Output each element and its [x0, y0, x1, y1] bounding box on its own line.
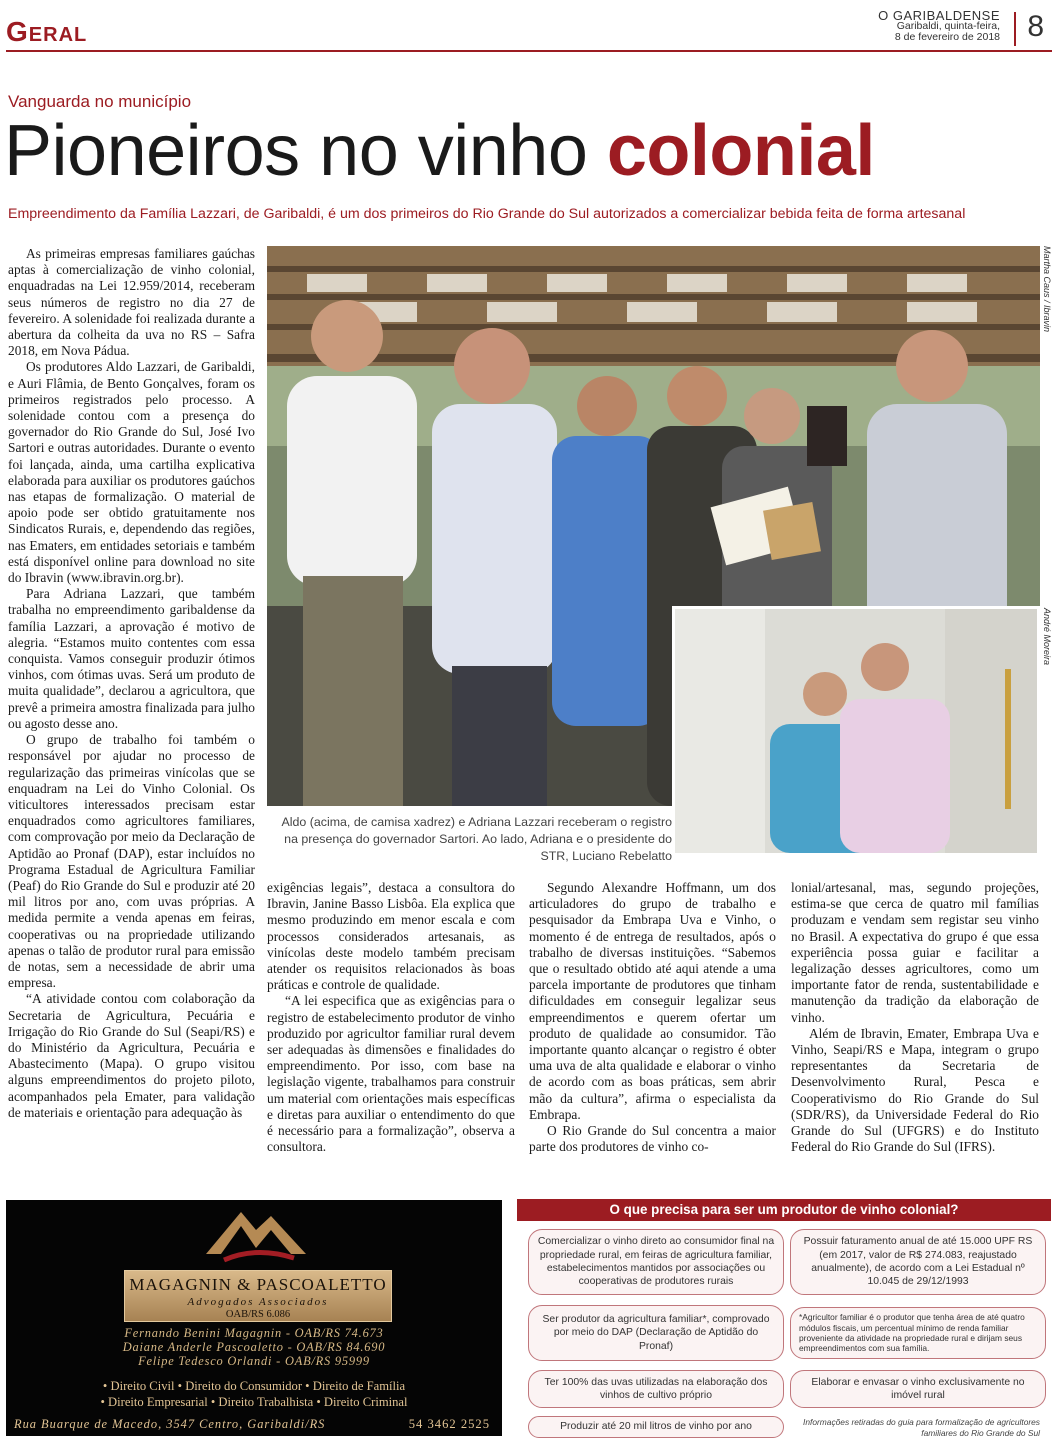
newspaper-name: O GARIBALDENSE	[878, 8, 1000, 23]
photo-credit-main: Martha Caus / Ibravin	[1042, 246, 1052, 333]
requirement-pill: Comercializar o vinho direto ao consumidor final na propriedade rural, em feiras de agricultura familiar, estabelecimentos mantidos por associações ou cooperativas de produtores rurais	[528, 1229, 784, 1295]
requirement-pill: Elaborar e envasar o vinho exclusivamente no imóvel rural	[790, 1370, 1046, 1408]
paragraph: O grupo de trabalho foi também o responsável por ajudar no processo de regularização das primeiras vinícolas que se enquadram na Lei do Vinho Colonial. Os viticultores interessados precisam estar enquadrados como agricultores familiares, com comprovação por meio da Declaração de Aptidão ao Pronaf (DAP), estar incluídos no Programa Estadual de Agricultura Familiar (Peaf) do Rio Grande do Sul e produzir até 20 mil litros por ano, com uvas próprias. A medida permite a venda apenas em feiras, cooperativas ou na propriedade utilizando apenas o talão de produtor rural para emissão de notas, sem a necessidade de abrir uma empresa.	[8, 732, 255, 991]
paragraph: O Rio Grande do Sul concentra a maior parte dos produtores de vinho co-	[529, 1123, 776, 1155]
paragraph: exigências legais”, destaca a consultora do Ibravin, Janine Basso Lisbôa. Ela explica que mesmo produzindo em menor escala e com processos considerados artesanais, as vinícolas deste modelo também precisam atender os requisitos relacionados às boas práticas e controle de qualidade.	[267, 880, 515, 993]
infobox-footnote: Informações retiradas do guia para formalização de agricultores familiares do Rio Grande do Sul	[803, 1417, 1040, 1438]
inset-photo	[672, 606, 1040, 856]
paragraph: Os produtores Aldo Lazzari, de Garibaldi, e Auri Flâmia, de Bento Gonçalves, foram os primeiros registrados pelo processo. A solenidade contou com a presença do governador do Rio Grande do Sul, José Ivo Sartori e outras autoridades. Durante o evento foi lançada, ainda, uma cartilha explicativa elaborada para auxiliar os produtores gaúchos nas etapas de formalização. O material de apoio pode ser obtido gratuitamente nos Sindicatos Rurais, e, dependendo das regiões, nas Ematers, em entidades setoriais e também está disponível online para download no site do Ibravin (www.ibravin.org.br).	[8, 359, 255, 586]
headline-main: Pioneiros no vinho	[4, 111, 607, 191]
photo-credit-inset: André Moreira	[1042, 608, 1052, 666]
law-firm-advertisement	[6, 1200, 502, 1436]
article-column-1	[8, 246, 255, 1121]
page-number: 8	[1027, 10, 1044, 43]
mountain-logo-icon	[196, 1202, 316, 1268]
paragraph: Segundo Alexandre Hoffmann, um dos articuladores do grupo de trabalho e pesquisador da Embrapa Uva e Vinho, o momento é de entrega de resultados, após o trabalho de diversas instituições. “Sabemos que o resultado obtido até aqui atende a uma parcela importante de produtores que tinham dificuldades em conseguir legalizar seus empreendimentos e querem ofertar um produto de qualidade ao consumidor. Tão importante quanto alcançar o registro é obter uma uva de alta qualidade e elaborar o vinho de acordo com as boas práticas, sem abrir mão da cultura”, afirma o especialista da Embrapa.	[529, 880, 776, 1122]
ad-lawyer-name: Daiane Anderle Pascoaletto - OAB/RS 84.690	[122, 1340, 386, 1354]
article-subhead: Empreendimento da Família Lazzari, de Garibaldi, é um dos primeiros do Rio Grande do Sul autorizados a comercializar bebida feita de forma artesanal	[8, 206, 966, 222]
photo-caption: Aldo (acima, de camisa xadrez) e Adriana Lazzari receberam o registro na presença do governador Sartori. Ao lado, Adriana e o presidente do STR, Luciano Rebelatto	[281, 815, 672, 864]
ad-lawyer-name: Fernando Benini Magagnin - OAB/RS 74.673	[124, 1326, 384, 1340]
article-column-2	[267, 880, 515, 1155]
header-rule	[6, 50, 1052, 52]
requirement-pill: Ter 100% das uvas utilizadas na elaboração dos vinhos de cultivo próprio	[528, 1370, 784, 1408]
requirement-pill: Possuir faturamento anual de até 15.000 UPF RS (em 2017, valor de R$ 274.083, reajustado anualmente), de acordo com a Lei Estadual nº 10.045 de 29/12/1993	[790, 1229, 1046, 1295]
paragraph: “A atividade contou com colaboração da Secretaria de Agricultura, Pecuária e Irrigação do Rio Grande do Sul (Seapi/RS) e do Ministério da Agricultura, Pecuária e Abastecimento (Mapa). O grupo visitou alguns empreendimentos do projeto piloto, acompanhados pela Emater, para validação de materiais e orientação para adequação às	[8, 991, 255, 1120]
ad-firm-oab: OAB/RS 6.086	[225, 1309, 291, 1320]
requirement-pill: Produzir até 20 mil litros de vinho por ano	[528, 1416, 784, 1438]
requirement-pill: Ser produtor da agricultura familiar*, comprovado por meio do DAP (Declaração de Aptidão do Pronaf)	[528, 1305, 784, 1361]
masthead	[878, 10, 1000, 43]
infobox-title: O que precisa para ser um produtor de vinho colonial?	[517, 1199, 1051, 1221]
inset-photo-illustration	[675, 609, 1037, 853]
ad-lawyer-names	[6, 1326, 502, 1368]
article-kicker: Vanguarda no município	[8, 92, 192, 111]
paragraph: “A lei especifica que as exigências para o registro de estabelecimento produtor de vinho produzido por agricultor familiar rural devem ser adequadas às dimensões e finalidades do empreendimento. Por isso, com base na legislação vigente, trabalhamos para construir um material com orientações mais específicas e diretas para auxiliar o entendimento do que é necessário para a formalização”, observa a consultora.	[267, 993, 515, 1155]
article-column-4	[791, 880, 1039, 1155]
ad-areas-line: • Direito Empresarial • Direito Trabalhista • Direito Criminal	[100, 1395, 408, 1409]
date-line-2: 8 de fevereiro de 2018	[894, 31, 1000, 43]
section-title: Geral	[6, 16, 88, 47]
ad-address: Rua Buarque de Macedo, 3547 Centro, Garibaldi/RS	[14, 1417, 326, 1431]
ad-phone: 54 3462 2525	[408, 1417, 490, 1431]
ad-practice-areas	[6, 1378, 502, 1410]
page-header	[6, 6, 1052, 52]
requirement-footnote-pill: *Agricultor familiar é o produtor que tenha área de até quatro módulos fiscais, um percentual mínimo de renda familiar proveniente da atividade na propriedade rural e dirijam seus empreendimentos com sua família.	[790, 1307, 1046, 1359]
page-number-separator	[1014, 12, 1016, 46]
paragraph: Além de Ibravin, Emater, Embrapa Uva e Vinho, Seapi/RS e Mapa, integram o grupo representantes da Secretaria de Desenvolvimento Rural, Pesca e Cooperativismo do Rio Grande do Sul (SDR/RS), da Universidade Federal do Rio Grande do Sul (UFGRS) e do Instituto Federal do Rio Grande do Sul (IFRS).	[791, 1025, 1039, 1155]
article-column-3	[529, 880, 776, 1155]
date-line-1: Garibaldi, quinta-feira,	[896, 20, 1000, 32]
ad-firm-subtitle: Advogados Associados	[187, 1296, 329, 1308]
article-headline	[4, 108, 875, 194]
paragraph: Para Adriana Lazzari, que também trabalha no empreendimento garibaldense da família Lazzari, a aprovação é motivo de alegria. “Estamos muito contentes com essa conquista. Vamos conseguir produzir ótimos vinhos, com ótimas uvas. Será um produto de muita qualidade”, declarou a agricultora, que prevê a primeira amostra finalizada para julho ou agosto desse ano.	[8, 586, 255, 731]
ad-lawyer-name: Felipe Tedesco Orlandi - OAB/RS 95999	[138, 1354, 370, 1368]
ad-firm-name: MAGAGNIN & PASCOALETTO	[129, 1275, 387, 1294]
headline-accent: colonial	[606, 111, 875, 191]
ad-firm-box	[124, 1270, 392, 1322]
ad-areas-line: • Direito Civil • Direito do Consumidor • Direito de Família	[102, 1379, 406, 1393]
paragraph: lonial/artesanal, mas, segundo projeções, estima-se que cerca de quatro mil famílias produzam e vendam sem registar seu vinho no Brasil. A expectativa do grupo é que essa experiência possa guiar e facilitar a legalização desses agricultores, como um importante fator de renda, sustentabilidade e manutenção da tradição da elaboração de vinho.	[791, 880, 1039, 1025]
paragraph: As primeiras empresas familiares gaúchas aptas à comercialização de vinho colonial, enquadradas na Lei 12.959/2014, receberam seus números de registro no dia 27 de fevereiro. A solenidade foi realizada durante a abertura da colheita da uva no RS – Safra 2018, em Nova Pádua.	[8, 246, 255, 359]
